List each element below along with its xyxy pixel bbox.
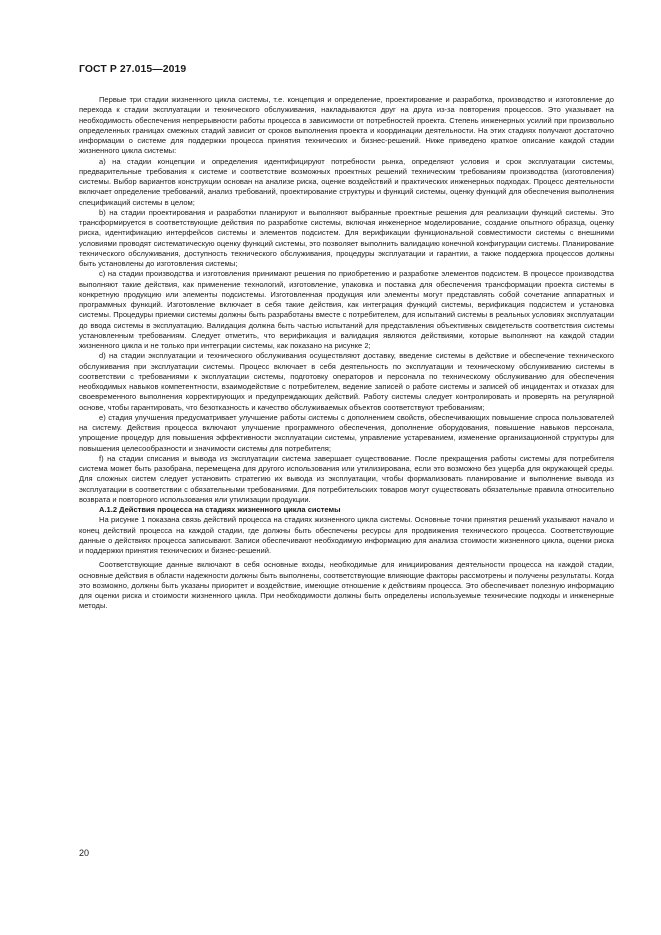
list-item-d: d) на стадии эксплуатации и технического обслуживания осуществляют доставку, введение системы в действие и обеспечение технического обслуживания при эксплуатации системы. Процесс включает в себя деятельность по эксплуатации и техническому обслуживанию системы в соответствии с требованиями к эксплуатации системы, подготовку операторов и персонала по техническому обслуживанию для обеспечения необходимых навыков компетентности, взаимодействие с потребителем, ведение записей о работе системы и записей об инцидентах и отказах для своевременного выполнения корректирующих и предупреждающих действий. Работу системы следует контролировать и проверять на регулярной основе, чтобы гарантировать, что безотказность и качество обслуживаемых объектов соответствуют требованиям; bbox=[79, 351, 614, 412]
section-heading: А.1.2 Действия процесса на стадиях жизненного цикла системы bbox=[99, 505, 341, 514]
document-body bbox=[79, 95, 614, 612]
section-paragraph-1: На рисунке 1 показана связь действий процесса на стадиях жизненного цикла системы. Основные точки принятия решений указывают начало и конец действий процесса на каждой стадии, где должны быть обеспечены ресурсы для продвижения технического процесса. Соответствующие данные о действиях процесса записывают. Записи обеспечивают необходимую информацию для анализа стоимости жизненного цикла, оценки риска и поддержки принятия технических и бизнес-решений. bbox=[79, 515, 614, 555]
list-item-e: е) стадия улучшения предусматривает улучшение работы системы с дополнением свойств, обеспечивающих повышение спроса пользователей на систему. Действия процесса включают улучшение программного обеспечения, дополнение оборудования, повышение навыков персонала, упрощение процедур для повышения эффективности эксплуатации системы, управление устареванием, изменение организационной структуры для повышения целесообразности и значимости системы для потребителя; bbox=[79, 412, 614, 453]
list-item-a: а) на стадии концепции и определения идентифицируют потребности рынка, определяют условия и срок эксплуатации системы, предварительные требования к системе и соответствие возможных проектных решений техническим требованиям производства (изготовления) системы. Выбор вариантов конструкции основан на анализе риска, оценке воздействий и практических инженерных подходах. Процесс деятельности включает определение требований, анализ требований, проектирование структуры и функций системы, оценку функций для обеспечения выполнения спецификаций системы в целом; bbox=[79, 156, 614, 207]
page-header: ГОСТ Р 27.015—2019 bbox=[79, 64, 187, 75]
section-paragraph-2: Соответствующие данные включают в себя основные входы, необходимые для инициирования деятельности процесса на каждой стадии, основные действия в области надежности должны быть выполнены, соответствующие влияющие факторы рассмотрены и получены результаты. Когда это возможно, должны быть указаны приоритет и воздействие, имеющие отношение к действиям процесса. Это обеспечивает полезную информацию для оценки риска и стоимости жизненного цикла. При необходимости должны быть определены используемые технические подходы и инженерные методы. bbox=[79, 560, 614, 611]
paragraph-intro: Первые три стадии жизненного цикла системы, т.е. концепция и определение, проектирование и разработка, производство и изготовление до перехода к стадии эксплуатации и технического обслуживания, накладываются друг на друга из-за повторения процессов. Это указывает на необходимость обеспечения непрерывности работы процесса в зависимости от потребностей проекта. Степень инженерных усилий при произвольно определенных границах смежных стадий зависит от сроков выполнения проекта и координации деятельности. На этих стадиях получают достаточно информации о системе для поддержки процесса принятия технических и бизнес-решений. Ниже приведено краткое описание каждой стадии жизненного цикла системы: bbox=[79, 95, 614, 156]
page-number: 20 bbox=[79, 848, 90, 858]
list-item-f: f) на стадии списания и вывода из эксплуатации система завершает существование. После прекращения работы системы для потребителя система может быть разобрана, перемещена для другого использования или утилизирована, если это возможно без ущерба для окружающей среды. Для сложных систем следует установить стратегию их вывода из эксплуатации, чтобы формализовать планирование и выполнение вывода из эксплуатации в соответствии с обязательными требованиями. Для потребительских товаров могут существовать обязательные правила относительно возврата и повторного использования или утилизации продукции. bbox=[79, 453, 614, 504]
list-item-b: b) на стадии проектирования и разработки планируют и выполняют выбранные проектные решения для реализации функций системы. Это трансформируется в соответствующие действия по разработке системы, включая инженерное моделирование, создание опытного образца, оценку риска, идентификацию интерфейсов системы и элементов подсистем. Для верификации функциональной совместимости системы с внешними условиями проводят систематическую оценку функций системы, это позволяет выполнить валидацию конечной конфигурации системы. Планирование технического обслуживания, доступность технического обслуживания, процедуры эксплуатации и гарантии, а также поддержка процессов должны быть установлены до изготовления системы; bbox=[79, 207, 614, 268]
list-item-c: с) на стадии производства и изготовления принимают решения по приобретению и разработке элементов подсистем. В процессе производства выполняют такие действия, как применение технологий, изготовление, упаковка и поставка для обеспечения трансформации проекта системы в конкретную продукцию или элементы подсистемы. Изготовленная продукция или элементы могут представлять собой сочетание аппаратных и программных функций. Изготовление включает в себя такие действия, как интеграция функций системы, верификация подсистем и установка системы. Процедуры приемки системы должны быть разработаны вместе с потребителем, для испытаний системы в реальных условиях эксплуатации до ввода системы в эксплуатацию. Валидация должна быть частью испытаний для представления объективных свидетельств соответствия системы установленным требованиям. Следует отметить, что верификация и валидация являются действиями, которые выполняют на каждой стадии жизненного цикла и не только при интеграции системы, как показано на рисунке 2; bbox=[79, 269, 614, 350]
